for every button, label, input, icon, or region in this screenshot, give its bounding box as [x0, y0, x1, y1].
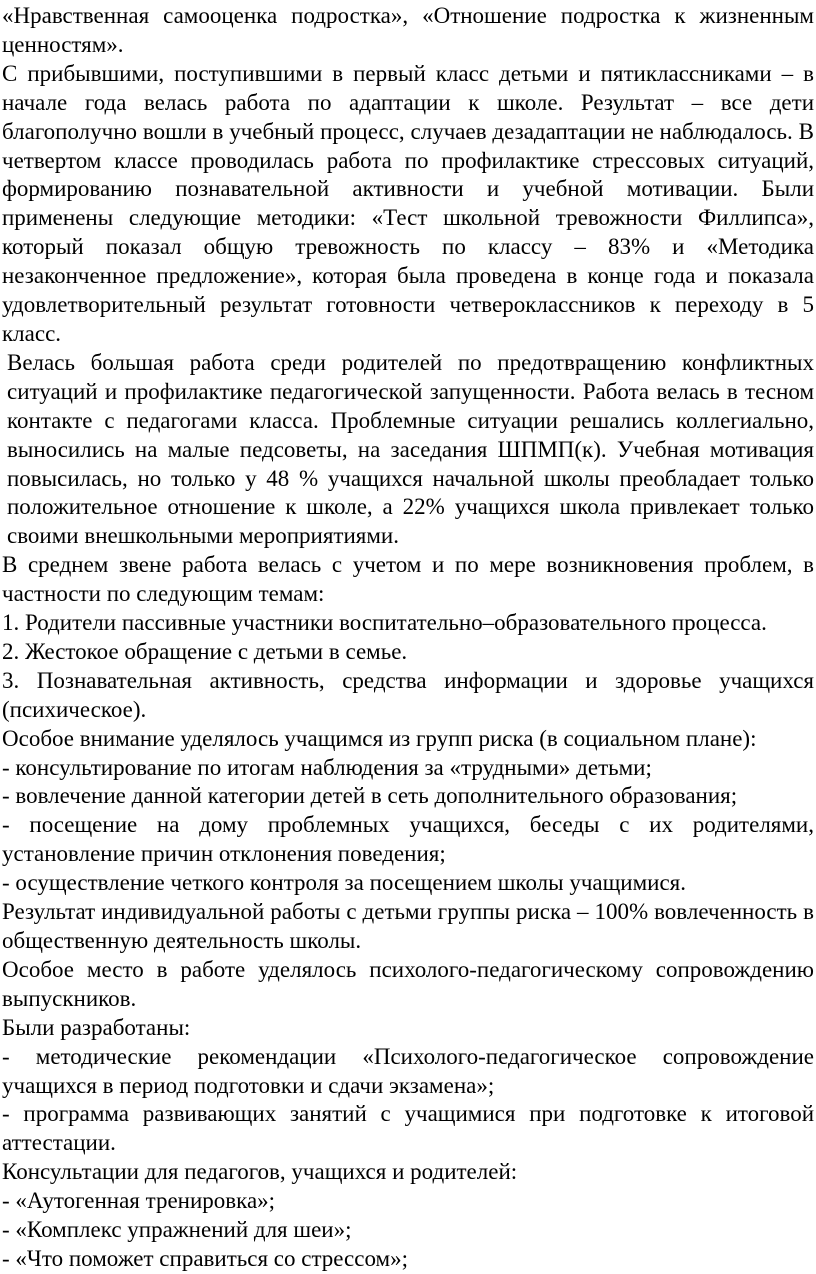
list-item-topic-3: 3. Познавательная активность, средства информации и здоровье учащихся (психическое).	[2, 667, 814, 722]
paragraph-middle-school-intro: В среднем звене работа велась с учетом и по мере возникновения проблем, в частности по следующим темам:	[2, 552, 814, 607]
paragraph-adaptation-work: С прибывшими, поступившими в первый класс детьми и пятиклассниками – в начале года велась работа по адаптации к школе. Результат – все дети благополучно вошли в учебный процесс, случаев дезадаптации не наблюдалось. В четвертом классе проводилась работа по профилактике стрессовых ситуаций, формированию познавательной активности и учебной мотивации. Были применены следующие методики: «Тест школьной тревожности Филлипса», который показал общую тревожность по классу – 83% и «Методика незаконченное предложение», которая была проведена в конце года и показала удовлетворительный результат готовности четвероклассников к переходу в 5 класс.	[2, 60, 814, 346]
list-item-consultation-3: - «Что поможет справиться со стрессом»;	[2, 1245, 408, 1271]
list-item-consultation-1: - «Аутогенная тренировка»;	[2, 1188, 276, 1214]
list-item-topic-2: 2. Жестокое обращение с детьми в семье.	[2, 638, 408, 664]
paragraph-topics-continuation: «Нравственная самооценка подростка», «Отношение подростка к жизненным ценностям».	[2, 3, 814, 57]
paragraph-risk-groups: Особое внимание уделялось учащимся из групп риска (в социальном плане):	[2, 725, 757, 751]
list-item-consultation-2: - «Комплекс упражнений для шеи»;	[2, 1217, 352, 1243]
list-item-risk-3: - посещение на дому проблемных учащихся, беседы с их родителями, установление причин отклонения поведения;	[2, 812, 814, 867]
paragraph-risk-result: Результат индивидуальной работы с детьми группы риска – 100% вовлеченность в общественную деятельность школы.	[2, 899, 814, 953]
list-item-risk-1: - консультирование по итогам наблюдения за «трудными» детьми;	[2, 754, 652, 780]
list-item-topic-1: 1. Родители пассивные участники воспитательно–образовательного процесса.	[2, 610, 767, 636]
paragraph-parents-work: Велась большая работа среди родителей по предотвращению конфликтных ситуаций и профилактике педагогической запущенности. Работа велась в тесном контакте с педагогами класса. Проблемные ситуации решались коллегиально, выносились на малые педсоветы, на заседания ШПМП(к). Учебная мотивация повысилась, но только у 48 % учащихся начальной школы преобладает только положительное отношение к школе, а 22% учащихся школа привлекает только своими внешкольными мероприятиями.	[7, 349, 814, 549]
paragraph-consultations: Консультации для педагогов, учащихся и родителей:	[2, 1159, 518, 1185]
paragraph-graduates: Особое место в работе уделялось психолого-педагогическому сопровождению выпускников.	[2, 956, 814, 1011]
list-item-developed-2: - программа развивающих занятий с учащимися при подготовке к итоговой аттестации.	[2, 1101, 814, 1156]
list-item-risk-2: - вовлечение данной категории детей в сеть дополнительного образования;	[2, 783, 738, 809]
list-item-risk-4: - осуществление четкого контроля за посещением школы учащимися.	[2, 870, 687, 896]
paragraph-developed: Были разработаны:	[2, 1014, 191, 1040]
list-item-developed-1: - методические рекомендации «Психолого-педагогическое сопровождение учащихся в период подготовки и сдачи экзамена»;	[2, 1043, 814, 1098]
